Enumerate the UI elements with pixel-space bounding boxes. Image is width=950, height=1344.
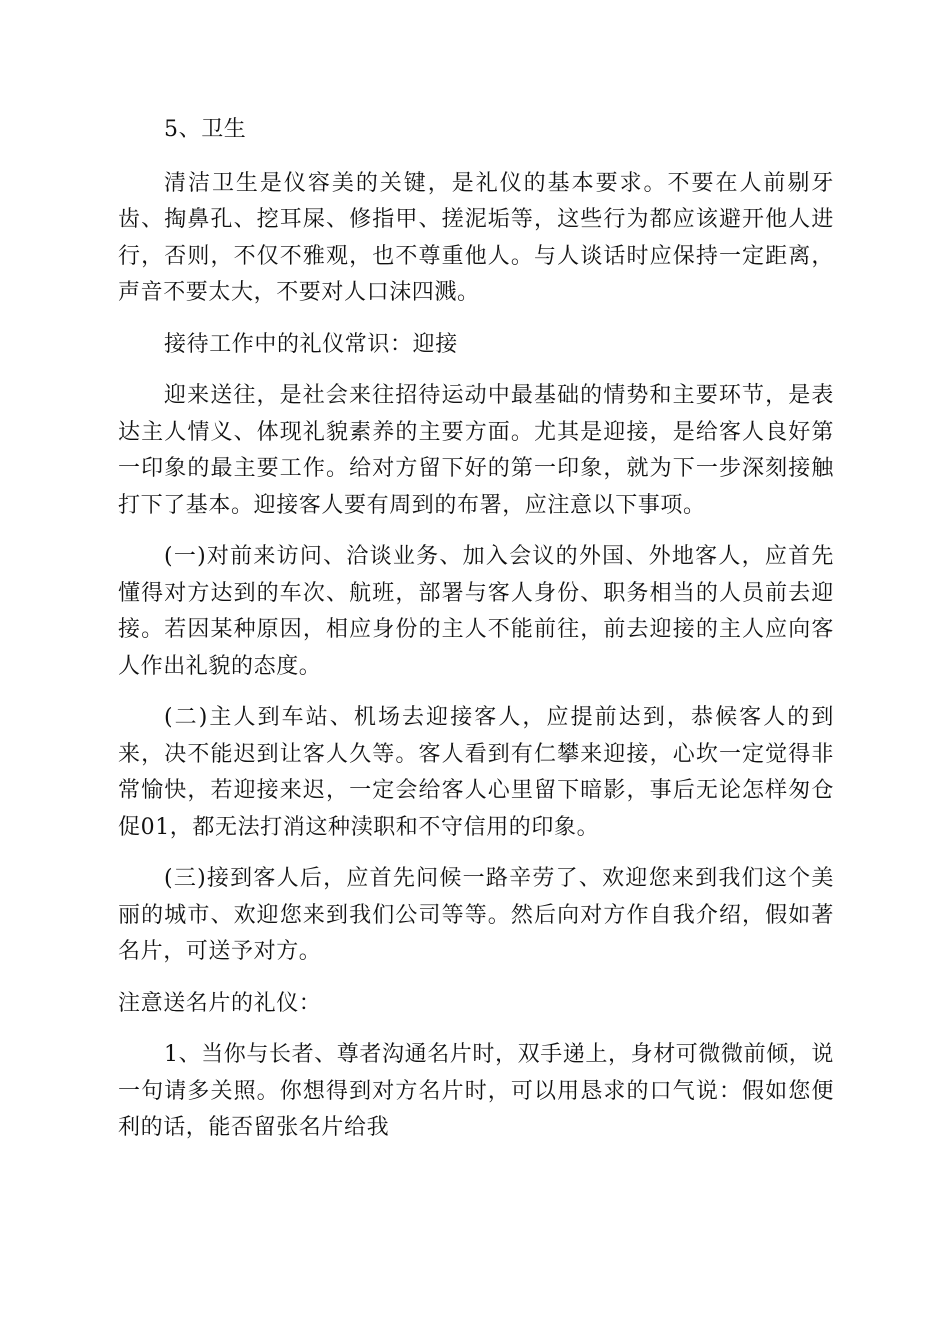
paragraph-item-one: (一)对前来访问、洽谈业务、加入会议的外国、外地客人，应首先懂得对方达到的车次、航班，部署与客人身份、职务相当的人员前去迎接。若因某种原因，相应身份的主人不能前往，前去迎接的主人应向客人作出礼貌的态度。 xyxy=(118,544,834,679)
paragraph-item-two: (二)主人到车站、机场去迎接客人，应提前达到，恭候客人的到来，决不能迟到让客人久等。客人看到有仁攀来迎接，心坎一定觉得非常愉快，若迎接来迟，一定会给客人心里留下暗影，事后无论怎样匆仓促01，都无法打消这种渎职和不守信用的印象。 xyxy=(118,705,834,840)
section-heading-business-card: 注意送名片的礼仪： xyxy=(118,990,322,1016)
section-heading-hygiene: 5、卫生 xyxy=(164,117,247,142)
paragraph-business-card-item-one: 1、当你与长者、尊者沟通名片时，双手递上，身材可微微前倾，说一句请多关照。你想得到对方名片时，可以用恳求的口气说：假如您便利的话，能否留张名片给我 xyxy=(118,1042,834,1140)
paragraph-hygiene: 清洁卫生是仪容美的关键，是礼仪的基本要求。不要在人前剔牙齿、掏鼻孔、挖耳屎、修指甲、搓泥垢等，这些行为都应该避开他人进行，否则，不仅不雅观，也不尊重他人。与人谈话时应保持一定距离，声音不要太大，不要对人口沫四溅。 xyxy=(118,170,834,305)
section-heading-reception: 接待工作中的礼仪常识：迎接 xyxy=(164,331,458,357)
document-body xyxy=(118,112,834,1147)
paragraph-reception-intro: 迎来送往，是社会来往招待运动中最基础的情势和主要环节，是表达主人情义、体现礼貌素养的主要方面。尤其是迎接，是给客人良好第一印象的最主要工作。给对方留下好的第一印象，就为下一步深刻接触打下了基本。迎接客人要有周到的布署，应注意以下事项。 xyxy=(118,383,834,518)
paragraph-item-three: (三)接到客人后，应首先问候一路辛劳了、欢迎您来到我们这个美丽的城市、欢迎您来到我们公司等等。然后向对方作自我介绍，假如著名片，可送予对方。 xyxy=(118,866,834,964)
